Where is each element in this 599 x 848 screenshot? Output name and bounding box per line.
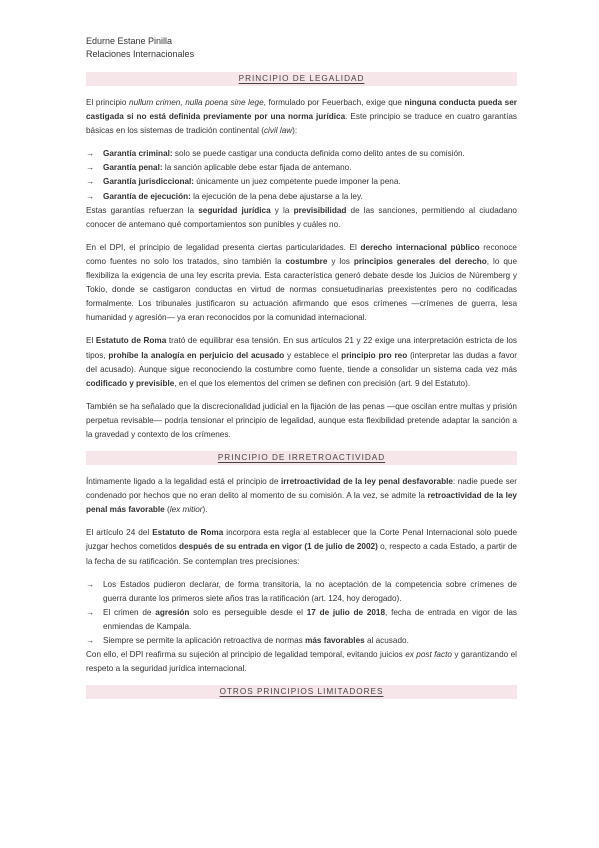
text-run: : nadie puede ser condenado por hechos que no eran delito al momento de su comisión. A la vez, se admite la [86,477,517,501]
text-run: solo es perseguible desde el [189,607,307,617]
text-run: la sanción aplicable debe estar fijada de antemano. [162,163,352,173]
italic-text: civil law [263,126,293,136]
list-item [86,606,517,634]
italic-text: ex post facto [405,650,452,660]
bold-text: ninguna conducta pueda ser castigada si no está definida previamente por una norma jurídica [86,98,517,122]
text-run: , formulado por Feuerbach, exige que [263,98,405,107]
arrow-right-icon: → [86,607,95,617]
list-item [86,190,517,204]
text-run: Siempre se permite la aplicación retroactiva de normas [103,636,306,645]
text-run: incorpora esta regla al establecer que la Corte Penal Internacional solo puede juzgar hechos cometidos [86,528,517,552]
bold-text: codificado y previsible [86,378,175,388]
paragraph [86,241,517,326]
text-run: Íntimamente ligado a la legalidad está el principio de [86,477,281,487]
bold-text: después de su entrada en vigor (1 de julio de 2002) [178,542,378,552]
bold-text: irretroactividad de la ley penal desfavorable [280,477,453,487]
arrow-right-icon: → [86,149,95,159]
text-run: o, respecto a cada Estado, a partir de la fecha de su ratificación. Se contemplan tres precisiones: [86,542,517,566]
text-run: y la [270,205,294,215]
text-run: En el DPI, el principio de legalidad presenta ciertas particularidades. El [86,242,361,252]
bold-text: prohíbe la analogía en perjuicio del acusado [108,350,285,360]
bold-text: costumbre [285,256,328,266]
bold-text: seguridad jurídica [198,205,271,215]
document-header [86,35,194,61]
text-run: reconoce como fuentes no solo los tratados, sino también la [86,242,517,266]
bold-text: retroactividad de la ley penal más favorable [86,491,517,515]
italic-text: nullum crimen, nulla poena sine lege [129,98,264,107]
bold-text: Estatuto de Roma [95,336,167,346]
text-run: El crimen de [103,607,156,617]
text-run: y establece el [284,350,342,360]
text-run: de las sanciones, permitiendo al ciudadano conocer de antemano qué comportamientos son punibles y cuáles no. [86,205,517,229]
text-run: y los [327,256,354,266]
text-run: ( [164,505,170,515]
course-name: Relaciones Internacionales [86,49,195,59]
text-run: trató de equilibrar esa tensión. En sus artículos 21 y 22 exige una interpretación estricta de los tipos, [86,336,517,360]
text-run: ). [202,505,208,515]
list-item [86,578,517,606]
paragraph [86,648,517,676]
bold-text: 17 de julio de 2018 [306,607,386,617]
text-run: Estas garantías refuerzan la [86,205,199,215]
section-heading-otros: OTROS PRINCIPIOS LIMITADORES [86,685,517,699]
list-item [86,147,517,161]
text-run: , en el que los elementos del crimen se definen con precisión (art. 9 del Estatuto). [174,378,471,388]
list-item [86,175,517,189]
bold-text: agresión [155,607,190,617]
bold-text: Garantía criminal: [103,149,173,159]
text-run: solo se puede castigar una conducta definida como delito antes de su comisión. [172,149,465,159]
bold-text: principios generales del derecho [353,256,487,266]
section-heading-legalidad: PRINCIPIO DE LEGALIDAD [86,72,517,86]
text-run: la ejecución de la pena debe ajustarse a la ley. [190,191,363,201]
arrow-right-icon: → [86,163,95,173]
precisions-list [86,578,517,648]
section-heading-irretroactividad: PRINCIPIO DE IRRETROACTIVIDAD [86,451,517,465]
text-run: únicamente un juez competente puede imponer la pena. [194,177,401,187]
text-run: y garantizando el respeto a la seguridad jurídica internacional. [86,650,517,674]
paragraph [86,334,517,390]
text-run: El artículo 24 del [86,528,153,538]
bold-text: más favorables [305,636,365,645]
list-item [86,161,517,175]
text-run: También se ha señalado que la discrecionalidad judicial en la fijación de las penas —que oscilan entre multas y prisión perpetua revisable— podría tensionar el principio de legalidad, aunque esta flexibilidad pretende adaptar la sanción a la gravedad y contexto de los crímenes. [86,401,517,439]
bold-text: principio pro reo [341,350,408,360]
paragraph [86,475,517,517]
list-item [86,634,517,648]
arrow-right-icon: → [86,191,95,201]
text-run: ): [292,126,298,136]
italic-text: lex mitior [169,505,203,515]
text-run: al acusado. [364,636,409,645]
bold-text: Garantía jurisdiccional: [103,177,194,187]
text-run: El [86,336,96,346]
text-run: , fecha de entrada en vigor de las enmiendas de Kampala. [103,607,518,631]
text-run: El principio [86,98,130,107]
text-run: Los Estados pudieron declarar, de forma transitoria, la no aceptación de la competencia sobre crímenes de guerra durante los primeros siete años tras la ratificación (art. 124, hoy derogado). [103,579,517,603]
bold-text: previsibilidad [293,205,347,215]
bold-text: Garantía de ejecución: [103,191,191,201]
bold-text: Garantía penal: [103,163,163,173]
text-run: Con ello, el DPI reafirma su sujeción al principio de legalidad temporal, evitando juicios [86,650,406,660]
document-body [86,72,517,709]
paragraph [86,400,517,442]
paragraph [86,526,517,568]
text-run: . Este principio se traduce en cuatro garantías básicas en los sistemas de tradición continental ( [86,112,517,136]
text-run: , lo que flexibiliza la exigencia de una ley escrita previa. Esta característica generó debate desde los Juicios de Núremberg y Tokio, donde se castigaron conductas en virtud de normas consuetudinarias preexistentes pero no codificadas formalmente. Los tribunales justificaron su actuación afirmando que esos crímenes —crímenes de guerra, lesa humanidad y agresión— ya eran reconocidos por la comunidad internacional. [86,256,518,323]
arrow-right-icon: → [86,579,95,589]
text-run: (interpretar las dudas a favor del acusado). Aunque sigue reconociendo la costumbre como fuente, tiende a consolidar un sistema cada vez más [86,350,517,374]
paragraph [86,96,517,138]
guarantees-list [86,147,517,203]
author-name: Edurne Estane Pinilla [86,36,173,46]
bold-text: derecho internacional público [360,242,480,252]
bold-text: Estatuto de Roma [152,528,224,538]
arrow-right-icon: → [86,636,95,645]
arrow-right-icon: → [86,177,95,187]
paragraph [86,204,517,232]
